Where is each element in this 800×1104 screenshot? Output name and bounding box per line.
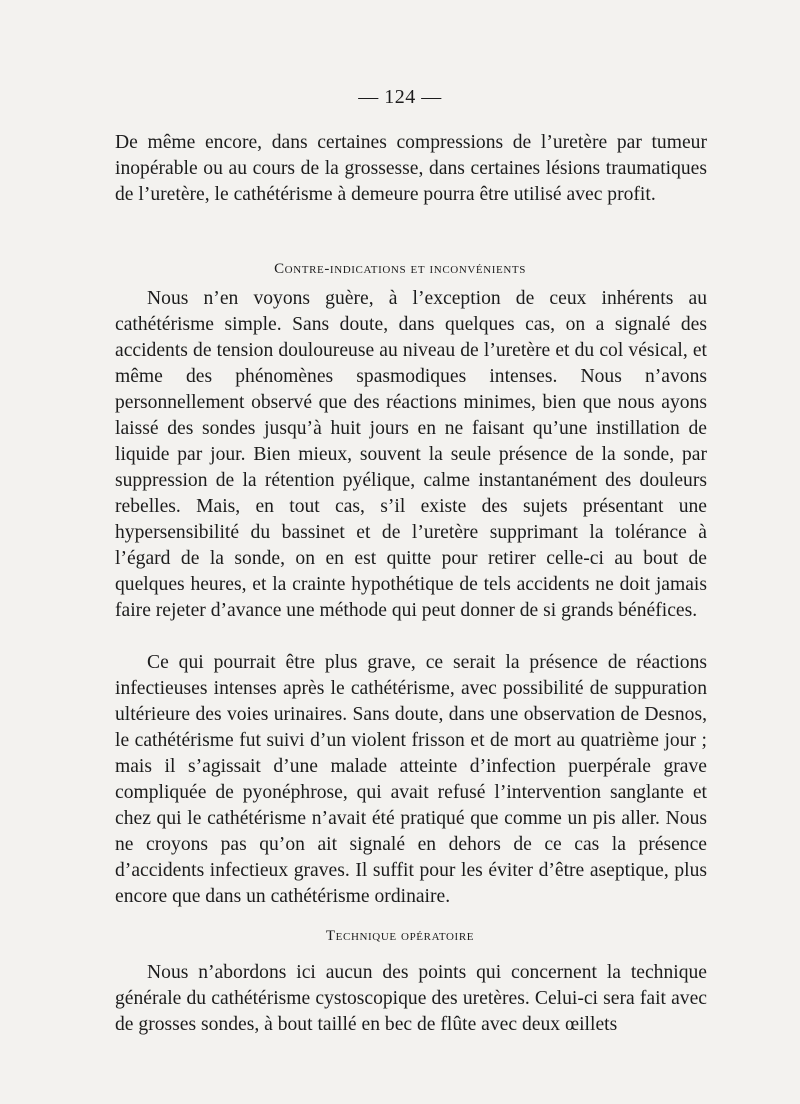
paragraph-contre-indications: Nous n’en voyons guère, à l’exception de ceux inhérents au cathétérisme simple. Sans doute, dans quelques cas, on a signalé des accidents de tension douloureuse au niveau de l’uretère et du col vésical, et même des phénomènes spasmodiques intenses. Nous n’avons personnellement observé que des réactions minimes, bien que nous ayons laissé des sondes jusqu’à huit jours en ne faisant qu’une instillation de liquide par jour. Bien mieux, souvent la seule présence de la sonde, par suppression de la rétention pyélique, calme instantanément des douleurs rebelles. Mais, en tout cas, s’il existe des sujets présentant une hypersensibilité du bassinet et de l’uretère supprimant la tolérance à l’égard de la sonde, on en est quitte pour retirer celle-ci au bout de quelques heures, et la crainte hypothétique de tels accidents ne doit jamais faire rejeter d’avance une méthode qui peut donner de si grands bénéfices.	[115, 288, 707, 621]
paragraph-technique: Nous n’abordons ici aucun des points qui concernent la technique générale du cathétérisme cystoscopique des uretères. Celui-ci sera fait avec de grosses sondes, à bout taillé en bec de flûte avec deux œillets	[115, 962, 707, 1035]
paragraph-infection-risk: Ce qui pourrait être plus grave, ce serait la présence de réactions infectieuses intenses après le cathétérisme, avec possibilité de suppuration ultérieure des voies urinaires. Sans doute, dans une observation de Desnos, le cathétérisme fut suivi d’un violent frisson et de mort au quatrième jour ; mais il s’agissait d’une malade atteinte d’infection puerpérale grave compliquée de pyonéphrose, qui avait refusé l’intervention sanglante et chez qui le cathétérisme n’avait été pratiqué que comme un pis aller. Nous ne croyons pas qu’on ait signalé en dehors de ce cas la présence d’accidents infectieux graves. Il suffit pour les éviter d’être aseptique, plus encore que dans un cathétérisme ordinaire.	[115, 652, 707, 907]
paragraph-intro: De même encore, dans certaines compressions de l’uretère par tumeur inopérable ou au cours de la grossesse, dans certaines lésions traumatiques de l’uretère, le cathétérisme à demeure pourra être utilisé avec profit.	[115, 132, 707, 205]
section-heading-technique: Technique opératoire	[325, 928, 475, 944]
section-heading-contre-indications: Contre-indications et inconvénients	[274, 261, 526, 277]
page-number: — 124 —	[358, 86, 442, 108]
